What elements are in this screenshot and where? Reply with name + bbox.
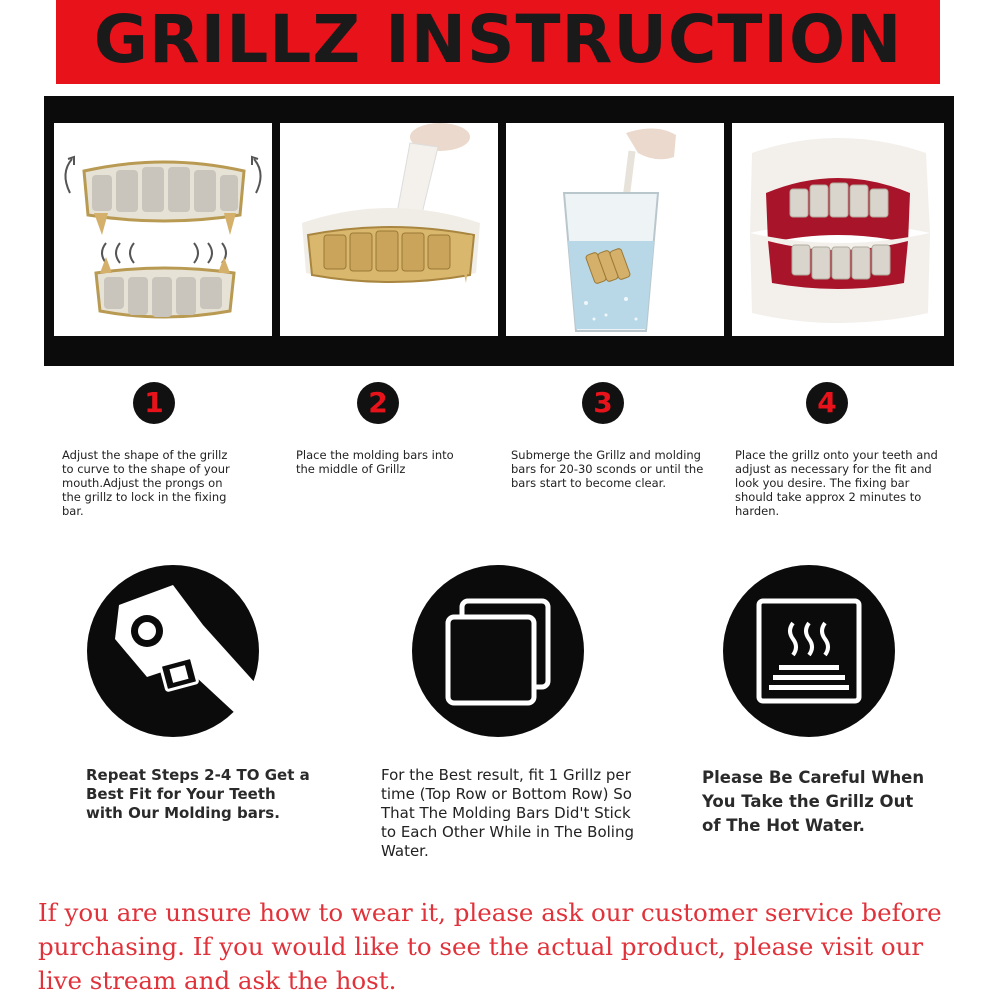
step-3-image — [506, 123, 724, 336]
bottom-grill-illustration — [96, 257, 234, 317]
step-4-badge: 4 — [806, 382, 848, 424]
step-1-badge: 1 — [133, 382, 175, 424]
tip-2-text: For the Best result, fit 1 Grillz per time (Top Row or Bottom Row) So That The Molding Bars Did't Stick to Each Other While in The Boling Water. — [381, 766, 634, 860]
hot-water-icon — [723, 565, 895, 737]
step-2-badge: 2 — [357, 382, 399, 424]
wrench-nut-icon — [87, 565, 259, 737]
step-2-image — [280, 123, 498, 336]
customer-service-notice: If you are unsure how to wear it, please ask our customer service before purchasing. If you would like to see the actual product, please visit our live stream and ask the host. — [38, 898, 942, 995]
stacked-squares-icon — [412, 565, 584, 737]
title-banner — [56, 0, 940, 84]
step-4-image — [732, 123, 944, 336]
step-3-text: Submerge the Grillz and molding bars for 20-30 sconds or until the bars start to become clear. — [511, 448, 704, 490]
tip-1-text: Repeat Steps 2-4 TO Get a Best Fit for Your Teeth with Our Molding bars. — [86, 766, 310, 822]
top-grill-illustration — [84, 162, 244, 235]
tip-3-text: Please Be Careful When You Take the Grillz Out of The Hot Water. — [702, 768, 925, 835]
page-title: GRILLZ INSTRUCTION — [93, 1, 903, 78]
step-1-image — [54, 123, 272, 336]
step-2-text: Place the molding bars into the middle of Grillz — [296, 448, 454, 476]
step-3-badge: 3 — [582, 382, 624, 424]
step-photo-strip — [44, 96, 954, 366]
step-1-text: Adjust the shape of the grillz to curve to the shape of your mouth.Adjust the prongs on the grillz to lock in the fixing bar. — [62, 448, 230, 518]
step-4-text: Place the grillz onto your teeth and adjust as necessary for the fit and look you desire. The fixing bar should take approx 2 minutes to harden. — [735, 448, 938, 518]
